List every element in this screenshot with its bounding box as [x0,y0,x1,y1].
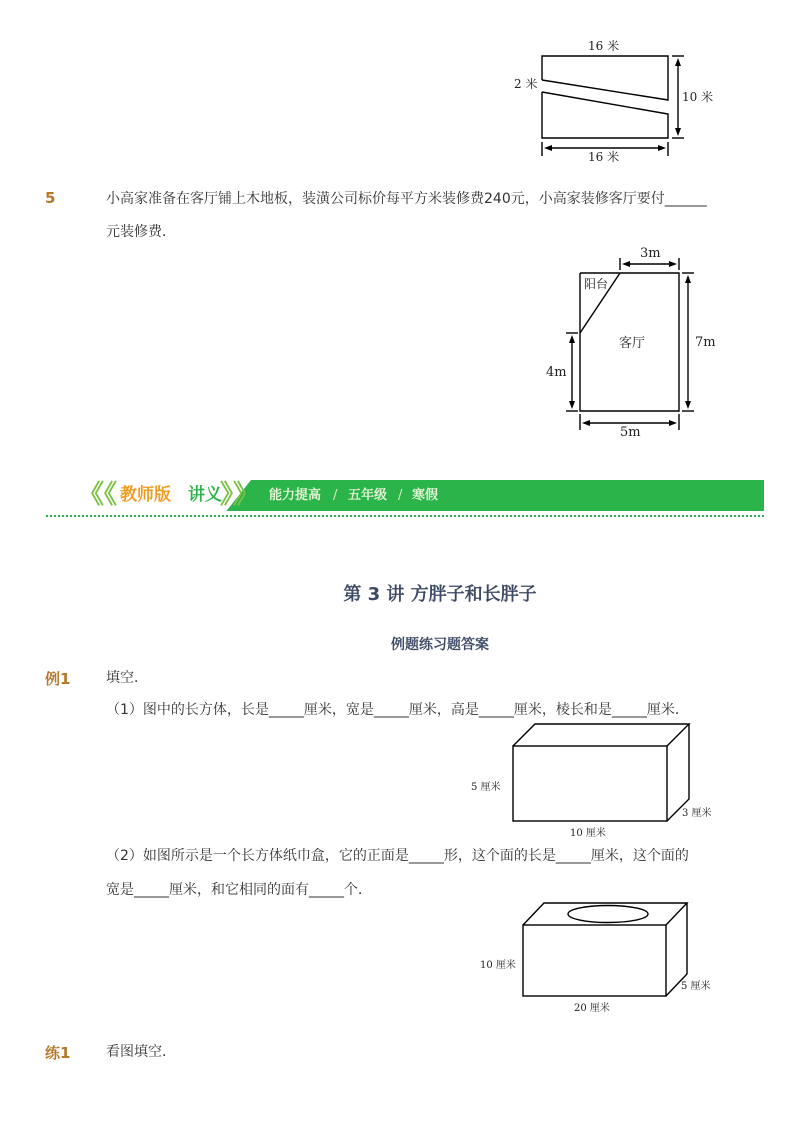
header-banner [46,480,764,511]
question-text-line1: 小高家准备在客厅铺上木地板，装潢公司标价每平方米装修费240元，小高家装修客厅要付______ [106,191,707,207]
fig-bottom-label: 16 米 [588,150,620,164]
practice-label: 练1 [45,1044,71,1062]
example-part1: （1）图中的长方体，长是_____厘米，宽是_____厘米，高是_____厘米，棱长和是_____厘米． [106,702,689,718]
breadcrumb-term: 寒假 [412,488,439,503]
box1-length-label: 10 厘米 [570,828,606,839]
breadcrumb-level: 能力提高 [269,488,322,503]
chevron-right-icon: 》》 [220,480,260,510]
section-title: 例题练习题答案 [391,637,489,653]
banner-title-notes: 讲义 [188,485,222,505]
box1-depth-label: 3 厘米 [682,808,712,819]
box2-depth-label: 5 厘米 [681,981,711,992]
example-prompt: 填空． [106,670,148,686]
box1-height-label: 5 厘米 [471,782,501,793]
room-bottom-label: 5m [620,425,641,440]
room-label: 客厅 [619,336,646,351]
question-number: 5 [45,189,56,207]
figure-tissue-box [470,900,740,1020]
example-label: 例1 [45,670,71,688]
balcony-label: 阳台 [584,277,609,291]
room-top-label: 3m [640,246,661,261]
lecture-title: 第 3 讲 方胖子和长胖子 [343,584,537,605]
example-part2-line2: 宽是_____厘米，和它相同的面有_____个． [106,882,372,898]
chevron-left-icon: 《《 [78,480,118,510]
fig-right-label: 10 米 [682,90,714,104]
box2-length-label: 20 厘米 [574,1003,610,1014]
breadcrumb-separator: / [398,488,403,503]
banner-title-teacher: 教师版 [120,485,171,505]
box2-height-label: 10 厘米 [480,960,516,971]
banner-divider [46,515,764,517]
question-text-line2: 元装修费． [106,224,176,240]
room-left-label: 4m [546,365,567,380]
figure-cuboid-1 [460,720,740,846]
practice-prompt: 看图填空． [106,1044,176,1060]
breadcrumb-separator: / [333,488,338,503]
room-right-label: 7m [695,335,716,350]
example-part2-line1: （2）如图所示是一个长方体纸巾盒，它的正面是_____形，这个面的长是_____厘米，这个面的 [106,848,689,864]
breadcrumb-grade: 五年级 [348,488,388,503]
fig-top-label: 16 米 [588,39,620,53]
fig-left-label: 2 米 [514,77,538,91]
figure-living-room [540,240,730,440]
figure-cut-rectangle [500,30,730,170]
